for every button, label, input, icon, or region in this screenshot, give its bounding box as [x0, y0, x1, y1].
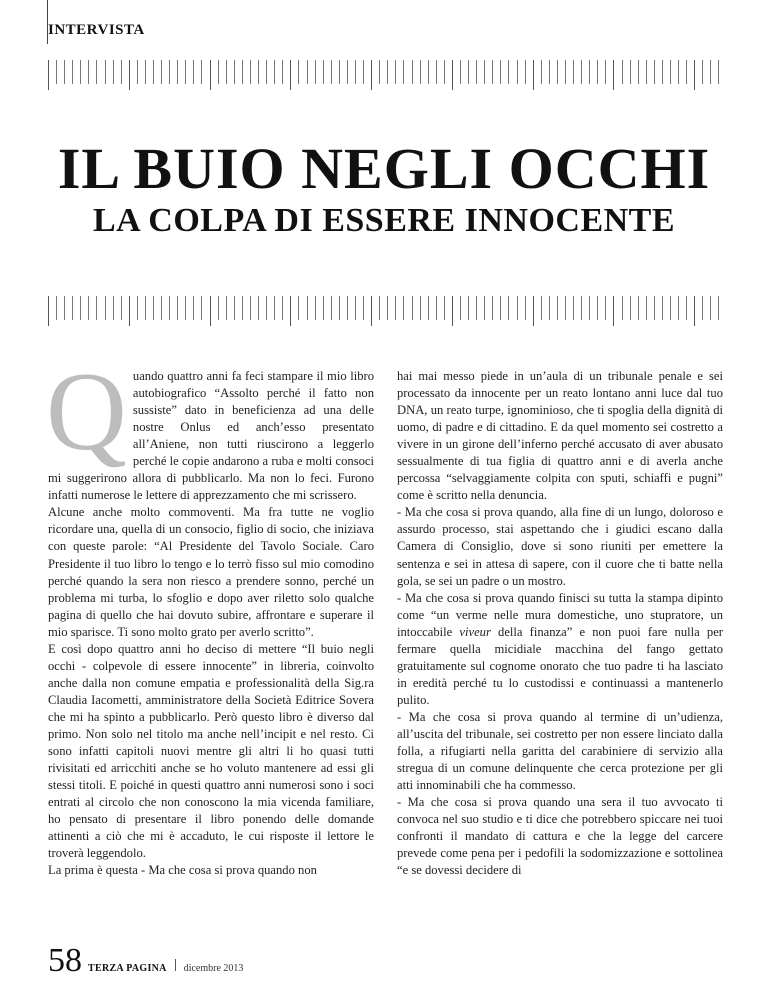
tick-mark [638, 60, 639, 84]
article-paragraph-9: - Ma che cosa si prova quando una sera il tuo avvocato ti convoca nel suo studio e ti dice che potrebbero spiccare nei tuoi confronti il mandato di cattura e che la legge del carcere prevede come pena per i pedofili la sodomizzazione e sottolinea “e se dovessi decidere di [397, 795, 723, 878]
tick-mark [145, 296, 146, 320]
tick-mark [452, 60, 453, 90]
tick-mark [218, 60, 219, 84]
tick-mark [96, 60, 97, 84]
article-column-right [397, 368, 723, 879]
tick-mark [492, 60, 493, 84]
tick-mark [412, 296, 413, 320]
tick-mark [121, 60, 122, 84]
tick-mark [492, 296, 493, 320]
issue-date: dicembre 2013 [183, 963, 244, 974]
tick-mark [282, 296, 283, 320]
tick-mark [565, 60, 566, 84]
article-paragraph-7: - Ma che cosa si prova quando finisci su tutta la stampa dipinto come “un verme nelle mura domestiche, uno stupratore, un intoccabile viveur della finanza” e non puoi fare nulla per fermare quella micidiale macchina del fango gettato gratuitamente sul cognome onorato che tuo padre ti ha lasciato in eredità perché tu lo custodissi e continuassi a mantenerlo pulito. [397, 590, 723, 707]
tick-mark [242, 296, 243, 320]
tick-mark [274, 60, 275, 84]
tick-mark [670, 296, 671, 320]
article-paragraph-8: - Ma che cosa si prova quando al termine di un’udienza, all’uscita del tribunale, sei costretto per non essere linciato dalla folla, a rifugiarti nella garitta del carabiniere di servizio alla stregua di un comune delinquente che cerca protezione per gli atti innominabili che ha commesso. [397, 709, 723, 793]
article-paragraph-3: E così dopo quattro anni ho deciso di mettere “Il buio negli occhi - colpevole di essere innocente” in libreria, coinvolto anche dalla non comune empatia e professionalità della Sig.ra Claudia Iacometti, amministratore della Società Editrice Sovera che mi ha spinto a pubblicarlo. Però questo libro è diverso dal primo. Non solo nel titolo ma anche nell’incipit e nel resto. Ci sono infatti capitoli nuovi mentre gli altri li ho quasi tutti rivisitati ed arricchiti anche se ho voluto mantenere ad essi gli stessi titoli. E poiché in questi quattro anni numerosi sono i soci entrati al circolo che non conoscono la mia vicenda familiare, ho pensato di presentare il libro ponendo delle domande attinenti a ciò che mi è accaduto, le cui risposte il lettore le troverà leggendolo. [48, 641, 374, 861]
tick-mark [484, 60, 485, 84]
article-paragraph-1: Quando quattro anni fa feci stampare il mio libro autobiografico “Assolto perché il fatto non sussiste” dato in beneficienza ad una delle nostre Onlus ed anch’esso presentato all’Aniene, non tutti riuscirono a leggerlo perché le copie andarono a ruba e molti consoci mi suggerirono allora di pubblicarlo. Ma non lo feci. Furono infatti numerose le lettere di apprezzamento che mi scrissero. [46, 350, 374, 503]
tick-mark [541, 296, 542, 320]
tick-mark [444, 60, 445, 84]
tick-mark [484, 296, 485, 320]
tick-mark [476, 296, 477, 320]
section-label: INTERVISTA [48, 22, 145, 38]
tick-mark [549, 60, 550, 84]
tick-mark [573, 296, 574, 320]
tick-mark [48, 60, 49, 90]
tick-mark [113, 296, 114, 320]
footer-separator [175, 959, 176, 971]
tick-mark [226, 60, 227, 84]
tick-mark [500, 296, 501, 320]
tick-mark [72, 60, 73, 84]
tick-mark [387, 60, 388, 84]
tick-mark [420, 60, 421, 84]
tick-mark [161, 296, 162, 320]
tick-mark [613, 296, 614, 326]
tick-mark [250, 296, 251, 320]
tick-mark [234, 60, 235, 84]
tick-mark [153, 60, 154, 84]
tick-mark [355, 296, 356, 320]
tick-mark [565, 296, 566, 320]
tick-mark [468, 296, 469, 320]
tick-mark [605, 60, 606, 84]
tick-mark [718, 296, 719, 320]
tick-mark [129, 296, 130, 326]
article-paragraph-4: La prima è questa - Ma che cosa si prova quando non [48, 863, 317, 878]
tick-mark [201, 296, 202, 320]
tick-mark [145, 60, 146, 84]
tick-mark [557, 60, 558, 84]
tick-mark [702, 60, 703, 84]
tick-mark [589, 60, 590, 84]
tick-mark [581, 296, 582, 320]
tick-mark [347, 296, 348, 320]
tick-mark [460, 296, 461, 320]
tick-mark [290, 60, 291, 90]
tick-mark [646, 60, 647, 84]
tick-mark [96, 296, 97, 320]
tick-mark [339, 296, 340, 320]
tick-mark [282, 60, 283, 84]
tick-mark [242, 60, 243, 84]
tick-mark [428, 296, 429, 320]
tick-mark [541, 60, 542, 84]
tick-mark [476, 60, 477, 84]
tick-mark [654, 296, 655, 320]
tick-mark [403, 60, 404, 84]
tick-mark [403, 296, 404, 320]
tick-mark [331, 60, 332, 84]
tick-mark [436, 296, 437, 320]
tick-mark [137, 296, 138, 320]
tick-mark [298, 296, 299, 320]
tick-mark [64, 296, 65, 320]
page-number: 58 [48, 942, 82, 979]
tick-mark [395, 296, 396, 320]
tick-mark [210, 296, 211, 326]
tick-mark [371, 60, 372, 90]
tick-mark [250, 60, 251, 84]
tick-mark [105, 296, 106, 320]
tick-mark [88, 60, 89, 84]
tick-mark [355, 60, 356, 84]
article-paragraph-6: - Ma che cosa si prova quando, alla fine di un lungo, doloroso e assurdo processo, stai aspettando che i giudici escano dalla Camera di Consiglio, dove si sono riuniti per emettere la sentenza e sei in attesa di sapere, con il cuore che ti batte nella gola, se sei un padre o un mostro. [397, 505, 723, 588]
tick-mark [581, 60, 582, 84]
tick-mark [80, 60, 81, 84]
article-column-left [46, 350, 374, 879]
tick-mark [597, 60, 598, 84]
tick-mark [533, 60, 534, 90]
tick-mark [573, 60, 574, 84]
tick-mark [549, 296, 550, 320]
tick-mark [347, 60, 348, 84]
tick-mark [339, 60, 340, 84]
tick-mark [185, 60, 186, 84]
tick-mark [56, 296, 57, 320]
tick-mark [500, 60, 501, 84]
tick-mark [72, 296, 73, 320]
tick-mark [177, 296, 178, 320]
tick-mark [605, 296, 606, 320]
tick-mark [226, 296, 227, 320]
tick-mark [710, 60, 711, 84]
tick-mark [622, 296, 623, 320]
tick-mark [298, 60, 299, 84]
tick-mark [234, 296, 235, 320]
tick-mark [460, 60, 461, 84]
tick-mark [589, 296, 590, 320]
tick-mark [678, 60, 679, 84]
tick-mark [56, 60, 57, 84]
tick-mark [710, 296, 711, 320]
tick-mark [185, 296, 186, 320]
tick-mark [363, 60, 364, 84]
tick-mark [395, 60, 396, 84]
tick-mark [630, 296, 631, 320]
tick-mark [517, 60, 518, 84]
tick-mark [420, 296, 421, 320]
tick-mark [137, 60, 138, 84]
tick-mark [323, 60, 324, 84]
tick-mark [444, 296, 445, 320]
tick-mark [702, 296, 703, 320]
italic-term: viveur [459, 624, 491, 639]
tick-mark [121, 296, 122, 320]
drop-cap: Q [46, 350, 127, 474]
tick-mark [177, 60, 178, 84]
tick-mark [210, 60, 211, 90]
tick-mark [517, 296, 518, 320]
tick-mark [161, 60, 162, 84]
tick-mark [64, 60, 65, 84]
tick-mark [379, 60, 380, 84]
tick-mark [646, 296, 647, 320]
page-footer [48, 944, 243, 978]
tick-mark [662, 296, 663, 320]
tick-mark [266, 60, 267, 84]
tick-mark [387, 296, 388, 320]
tick-mark [105, 60, 106, 84]
tick-mark [670, 60, 671, 84]
tick-mark [630, 60, 631, 84]
tick-mark [597, 296, 598, 320]
tick-mark [274, 296, 275, 320]
tick-mark [508, 60, 509, 84]
tick-mark [307, 60, 308, 84]
tick-mark [412, 60, 413, 84]
tick-mark [258, 296, 259, 320]
tick-mark [363, 296, 364, 320]
tick-mark [258, 60, 259, 84]
tick-mark [153, 296, 154, 320]
tick-mark [718, 60, 719, 84]
tick-mark [88, 296, 89, 320]
tick-mark [638, 296, 639, 320]
tick-mark [315, 60, 316, 84]
tick-mark [307, 296, 308, 320]
magazine-name: TERZA PAGINA [88, 963, 167, 974]
tick-mark [613, 60, 614, 90]
tick-mark [331, 296, 332, 320]
tick-mark [48, 296, 49, 326]
tick-mark [452, 296, 453, 326]
tick-mark [379, 296, 380, 320]
tick-mark [686, 60, 687, 84]
article-subtitle: LA COLPA DI ESSERE INNOCENTE [92, 202, 676, 239]
tick-mark [694, 60, 695, 90]
tick-mark [290, 296, 291, 326]
tick-mark [662, 60, 663, 84]
tick-mark [80, 296, 81, 320]
article-paragraph-2: Alcune anche molto commoventi. Ma fra tutte ne voglio ricordare una, quella di un consocio, figlio di socio, che iniziava con queste parole: “Al Presidente del Tavolo Sociale. Caro Presidente il tuo libro lo tengo e lo terrò fisso sul mio comodino perché quando la sera non riesco a prendere sonno, perché un problema mi turba, lo sfoglio e dopo aver riletto solo qualche pagina di quello che hai dovuto subire, affrontare e superare il mio sparisce. Ti sono molto grato per averlo scritto”. [48, 505, 374, 639]
tick-mark [508, 296, 509, 320]
tick-mark [315, 296, 316, 320]
tick-mark [654, 60, 655, 84]
tick-mark [525, 296, 526, 320]
tick-mark [129, 60, 130, 90]
tick-mark [266, 296, 267, 320]
tick-mark [436, 60, 437, 84]
decorative-tick-rule-top [48, 60, 720, 90]
tick-mark [557, 296, 558, 320]
tick-mark [468, 60, 469, 84]
tick-mark [169, 296, 170, 320]
tick-mark [193, 296, 194, 320]
tick-mark [694, 296, 695, 326]
tick-mark [525, 60, 526, 84]
article-paragraph-5: hai mai messo piede in un’aula di un tribunale penale e sei processato da innocente per un reato lontano anni luce dal tuo DNA, un reato turpe, ignominioso, che ti spoglia della dignità di uomo, di padre e di cittadino. E da quel momento sei costretto a vivere in un girone dell’inferno perché accusato di aver abusato sessualmente di tua figlia di quattro anni e di averla anche percossa “selvaggiamente colpita con sputi, schiaffi e pugni” come è scritto nella denuncia. [397, 369, 723, 503]
tick-mark [622, 60, 623, 84]
tick-mark [533, 296, 534, 326]
tick-mark [193, 60, 194, 84]
tick-mark [428, 60, 429, 84]
tick-mark [686, 296, 687, 320]
decorative-tick-rule-bottom [48, 296, 720, 326]
tick-mark [218, 296, 219, 320]
tick-mark [371, 296, 372, 326]
tick-mark [323, 296, 324, 320]
tick-mark [201, 60, 202, 84]
tick-mark [169, 60, 170, 84]
tick-mark [678, 296, 679, 320]
tick-mark [113, 60, 114, 84]
article-title: IL BUIO NEGLI OCCHI [57, 136, 711, 201]
